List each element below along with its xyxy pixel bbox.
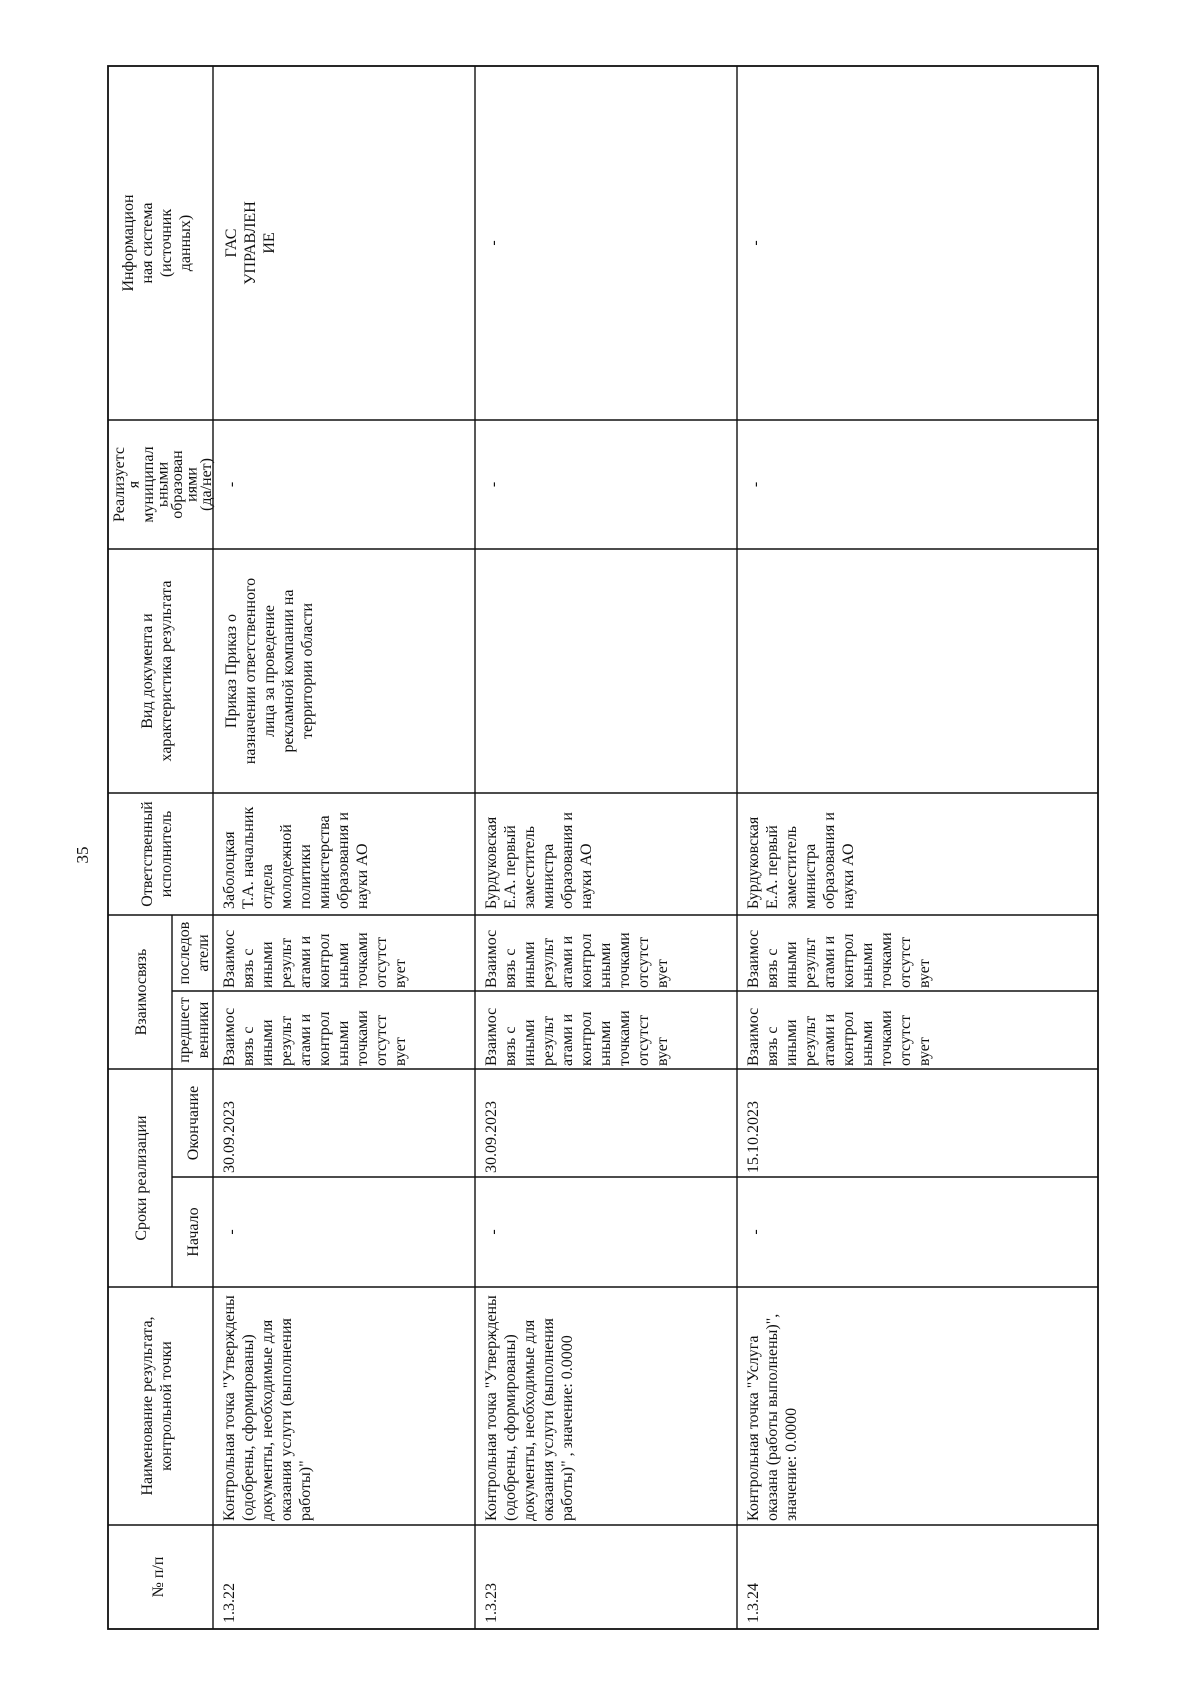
header-succ: последов атели: [176, 921, 212, 985]
row-num: 1.3.24: [745, 1583, 762, 1623]
row-name: Контрольная точка "Услуга оказана (работы выполнены)", значение: 0.0000: [745, 1313, 800, 1521]
row-mun: -: [223, 481, 240, 488]
row-info: ГАС УПРАВЛЕН ИЕ: [223, 201, 278, 285]
row-end: 30.09.2023: [221, 1101, 238, 1173]
header-mun: Реализуетсямуниципальнымиобразованиями(да/нет): [111, 446, 215, 523]
row-num: 1.3.23: [483, 1583, 500, 1623]
header-resp: Ответственный исполнитель: [139, 801, 175, 907]
row-pred: Взаимос вязь с иными результ атами и контрол ьными точками отсутст вует: [221, 1007, 409, 1066]
row-info: -: [485, 240, 502, 246]
header-terms: Сроки реализации: [133, 1115, 150, 1241]
row-end: 15.10.2023: [745, 1101, 762, 1173]
row-mun: -: [485, 481, 502, 488]
header-name: Наименование результата, контрольной точки: [139, 1316, 175, 1496]
page-number: 35: [73, 846, 92, 864]
row-succ: Взаимос вязь с иными результ атами и контрол ьными точками отсутст вует: [745, 929, 933, 988]
row-resp: Заболоцкая Т.А. начальник отдела молодежной политики министерства образования и науки АО: [221, 806, 371, 909]
row-start: -: [747, 1229, 764, 1235]
row-resp: Бурдуковская Е.А. первый заместитель министра образования и науки АО: [745, 812, 857, 909]
header-info: Информацион ная система (источник данных): [120, 194, 194, 292]
row-start: -: [485, 1229, 502, 1235]
header-end: Окончание: [185, 1085, 202, 1161]
row-succ: Взаимос вязь с иными результ атами и контрол ьными точками отсутст вует: [483, 929, 671, 988]
row-num: 1.3.22: [221, 1583, 238, 1623]
header-pred: предшест венники: [176, 997, 212, 1063]
row-name: Контрольная точка "Утверждены (одобрены, сформированы) документы, необходимые для оказания услуги (выполнения работы)" , значение: 0.0000: [483, 1295, 576, 1521]
header-start: Начало: [185, 1207, 202, 1257]
row-end: 30.09.2023: [483, 1101, 500, 1173]
row-doc: Приказ Приказ о назначении ответственного лица за проведение рекламной компании на территории области: [223, 577, 316, 765]
row-name: Контрольная точка "Утверждены (одобрены, сформированы) документы, необходимые для оказания услуги (выполнения работы)": [221, 1295, 314, 1521]
header-link: Взаимосвязь: [133, 948, 150, 1036]
row-pred: Взаимос вязь с иными результ атами и контрол ьными точками отсутст вует: [745, 1007, 933, 1066]
row-mun: -: [747, 481, 764, 488]
row-pred: Взаимос вязь с иными результ атами и контрол ьными точками отсутст вует: [483, 1007, 671, 1066]
header-doc: Вид документа и характеристика результата: [139, 580, 175, 762]
row-resp: Бурдуковская Е.А. первый заместитель министра образования и науки АО: [483, 812, 595, 909]
row-info: -: [747, 240, 764, 246]
header-num: № п/п: [150, 1556, 167, 1598]
row-succ: Взаимос вязь с иными результ атами и контрол ьными точками отсутст вует: [221, 929, 409, 988]
row-start: -: [223, 1229, 240, 1235]
